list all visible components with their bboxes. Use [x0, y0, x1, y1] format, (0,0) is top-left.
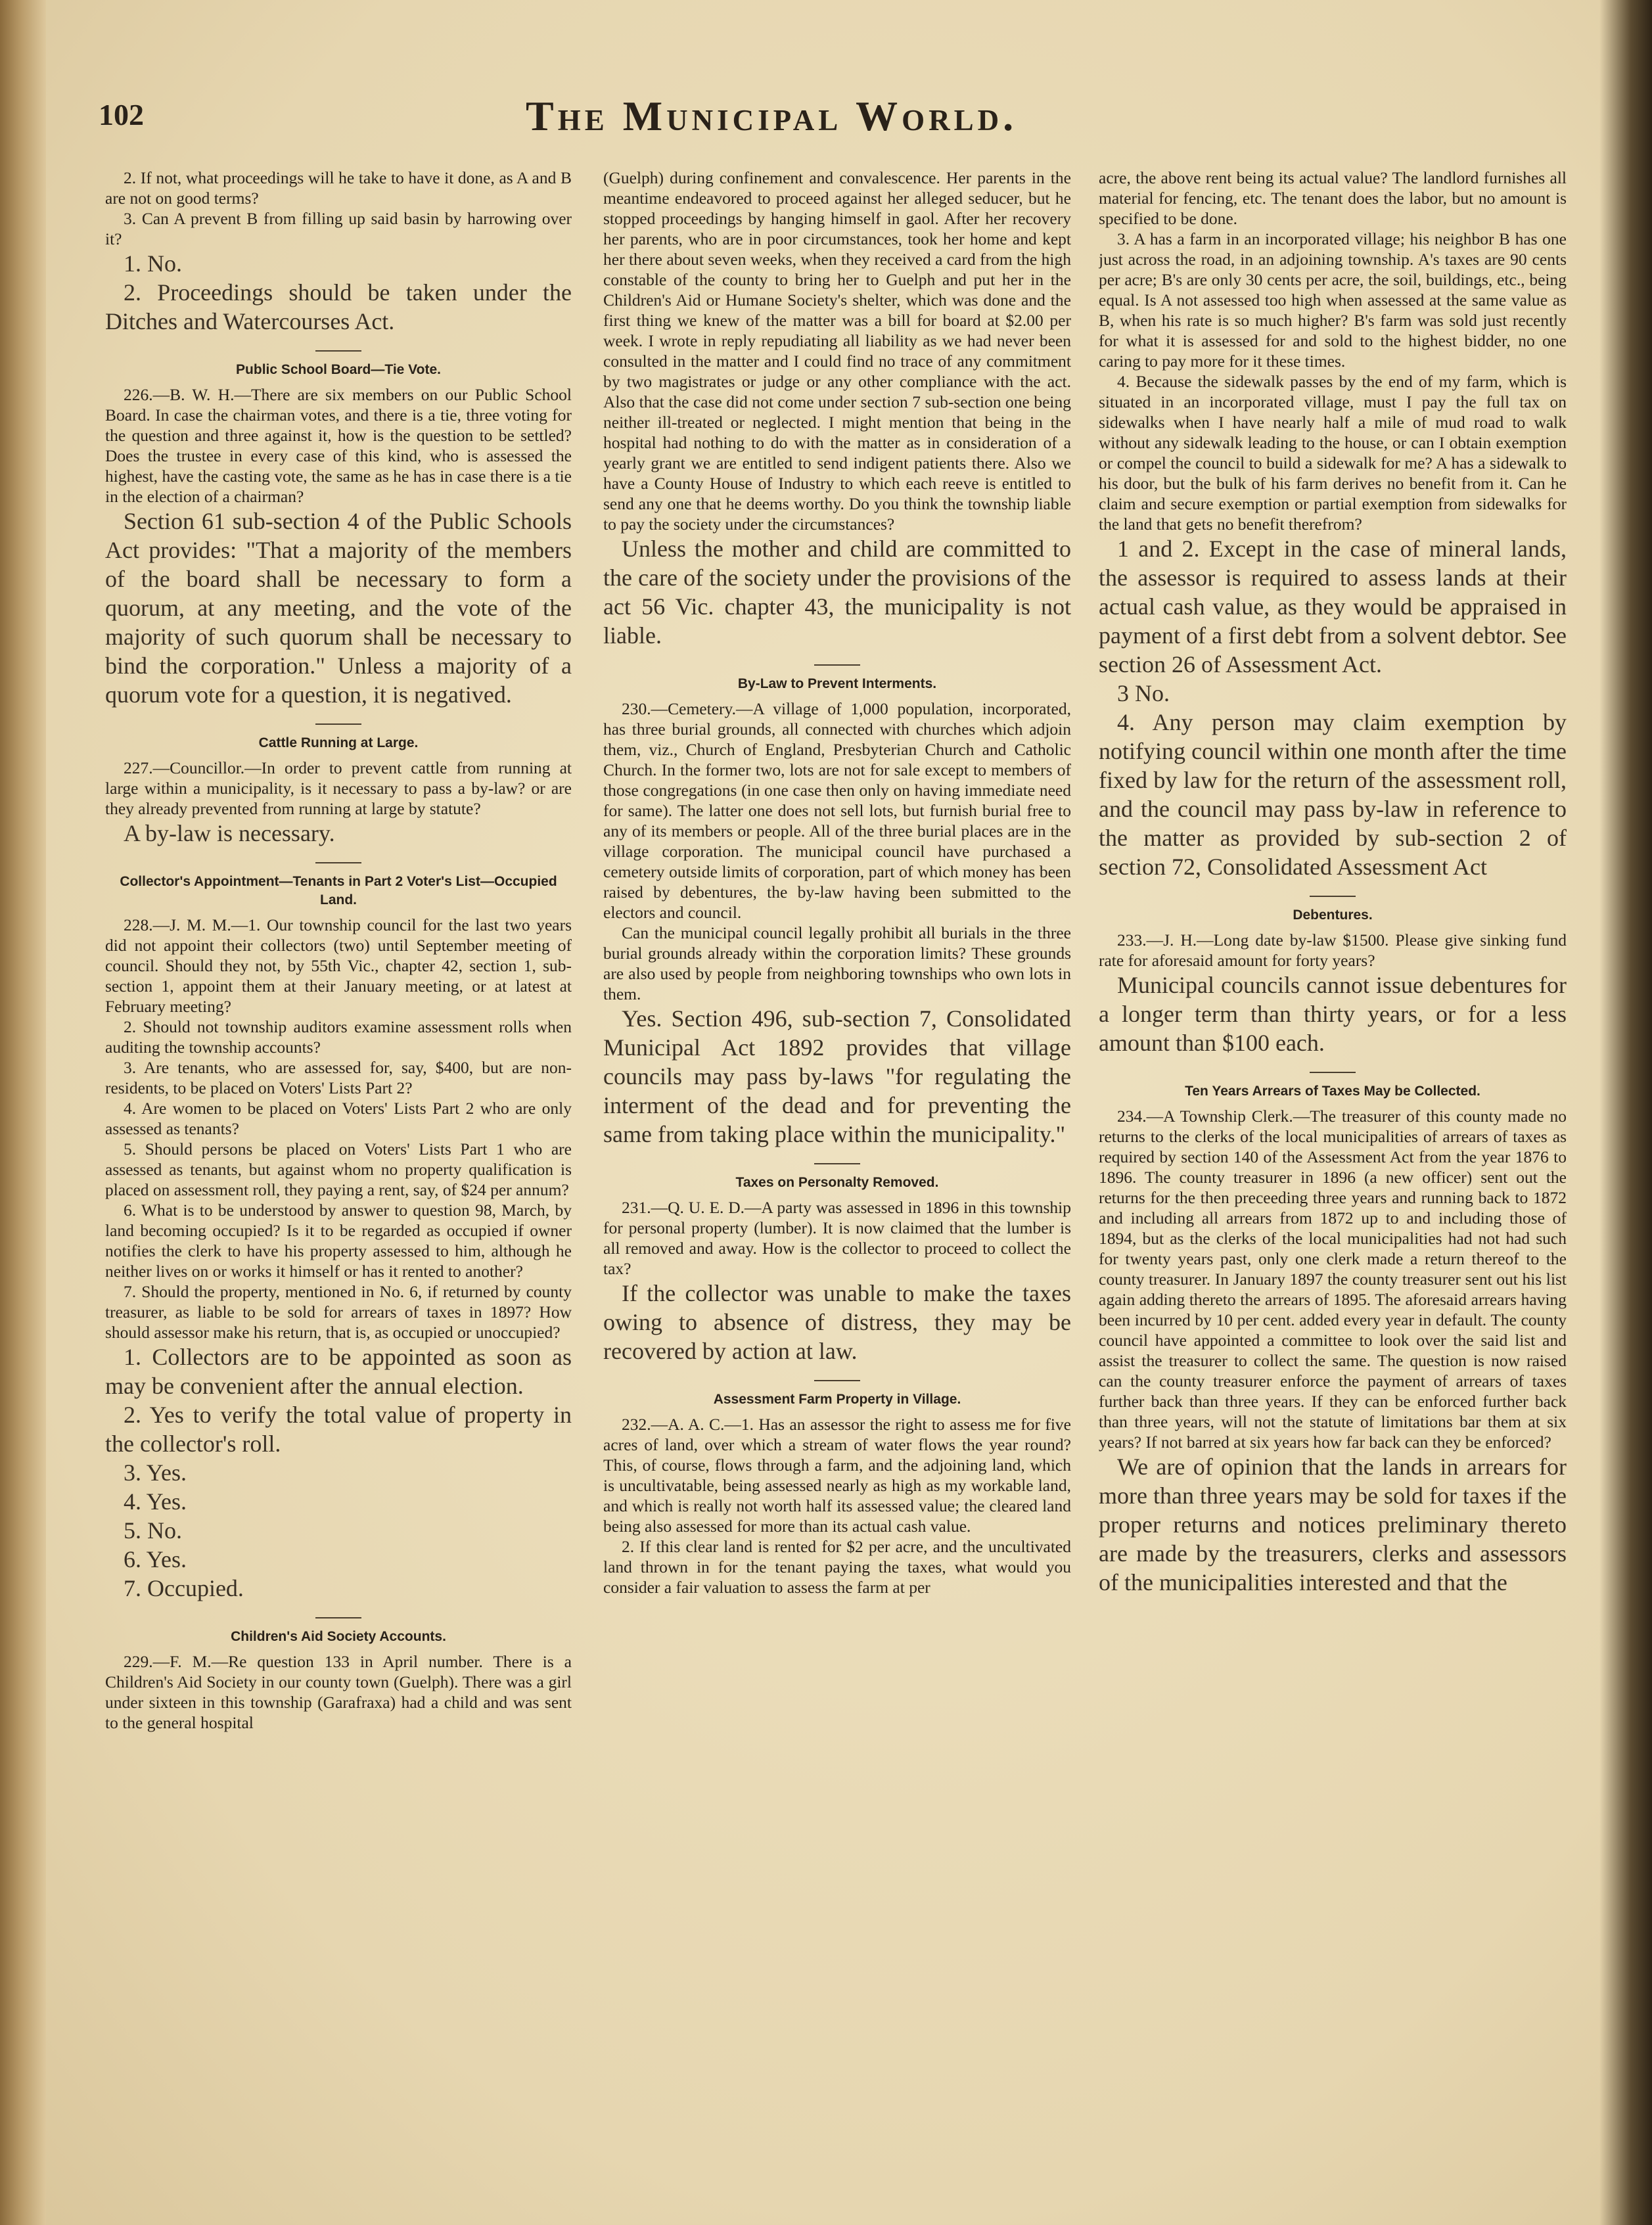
question-paragraph: 228.—J. M. M.—1. Our township council for the last two years did not appoint their collectors (two) until September meeting of council. Should they not, by 55th Vic., chapter 42, section 1, sub-section 1, appoint them at their January meeting, or at latest at February meeting? — [105, 915, 572, 1016]
answer-paragraph: 1 and 2. Except in the case of mineral lands, the assessor is required to assess lands at their actual cash value, as they would be appraised in payment of a first debt from a solvent debtor. See section 26 of Assessment Act. — [1099, 536, 1567, 677]
section-heading: Children's Aid Society Accounts. — [231, 1629, 446, 1644]
section-heading: Cattle Running at Large. — [258, 735, 419, 750]
question-paragraph: 4. Because the sidewalk passes by the end of my farm, which is situated in an incorporated village, must I pay the full tax on sidewalks when I have nearly half a mile of mud road to walk without any sidewalk leading to the house, or can I obtain exemption or compel the council to build a sidewalk for me? A has a sidewalk to his door, but the bulk of his farm derives no benefit from it. Can he claim and secure exemption or partial exemption from sidewalks for the land that gets no benefit therefrom? — [1099, 372, 1567, 534]
answer-paragraph: 1. No. — [124, 250, 182, 277]
section-divider — [315, 723, 361, 725]
question-paragraph: 229.—F. M.—Re question 133 in April number. There is a Children's Aid Society in our county town (Guelph). There was a girl under sixteen in this township (Garafraxa) had a child and was sent to the general hospital — [105, 1652, 572, 1732]
answer-paragraph: Unless the mother and child are committed to the care of the society under the provisions of the act 56 Vic. chapter 43, the municipality is not liable. — [603, 536, 1071, 649]
section-heading: Taxes on Personalty Removed. — [735, 1175, 939, 1190]
section-divider — [814, 1380, 860, 1381]
section-heading: Collector's Appointment—Tenants in Part 2 Voter's List—Occupied Land. — [120, 874, 557, 907]
section-heading: Debentures. — [1293, 907, 1373, 923]
question-paragraph: Can the municipal council legally prohibit all burials in the three burial grounds already within the corporation limits? These grounds are also used by people from neighboring townships who own lots in them. — [603, 923, 1071, 1003]
question-paragraph: 2. If this clear land is rented for $2 per acre, and the uncultivated land thrown in for the tenant paying the taxes, what would you consider a fair valuation to assess the farm at per — [603, 1537, 1071, 1597]
page-header — [99, 92, 1584, 145]
question-paragraph: (Guelph) during confinement and convalescence. Her parents in the meantime endeavored to proceed against her alleged seducer, but he stopped proceedings by hanging himself in gaol. After her recovery her parents, who are in poor circumstances, took her home and kept her there about seven weeks, when they received a card from the high constable of the county to bring her to Guelph and put her in the Children's Aid or Humane Society's shelter, which was done and the first thing we knew of the matter was a bill for board at $2.00 per week. I wrote in reply repudiating all liability as we had never been consulted in the matter and I could find no trace of any commitment by two magistrates or judge or any other compliance with the act. Also that the case did not come under section 7 sub-section one being neither ill-treated or neglected. I might mention that being in the hospital had nothing to do with the matter as in consideration of a yearly grant we are entitled to send indigent patients there. Also we have a County House of Industry to which each reeve is entitled to send any one that he deems worthy. Do you think the township liable to pay the society under the circumstances? — [603, 168, 1071, 534]
answer-paragraph: Section 61 sub-section 4 of the Public Schools Act provides: "That a majority of the members of the board shall be necessary to form a quorum, at any meeting, and the vote of the majority of such quorum shall be necessary to bind the corporation." Unless a majority of a quorum vote for a question, it is negatived. — [105, 508, 572, 708]
question-paragraph: 4. Are women to be placed on Voters' Lists Part 2 who are only assessed as tenants? — [105, 1099, 572, 1138]
question-paragraph: 233.—J. H.—Long date by-law $1500. Please give sinking fund rate for aforesaid amount for forty years? — [1099, 930, 1567, 970]
answer-paragraph: 4. Yes. — [124, 1488, 187, 1515]
question-paragraph: 227.—Councillor.—In order to prevent cattle from running at large within a municipality, is it necessary to pass a by-law? or are they already prevented from running at large by statute? — [105, 758, 572, 818]
question-paragraph: 5. Should persons be placed on Voters' Lists Part 1 who are assessed as tenants, but against whom no property qualification is placed on assessment roll, they paying a rent, say, of $24 per annum? — [105, 1139, 572, 1199]
answer-paragraph: 3. Yes. — [124, 1459, 187, 1486]
answer-paragraph: Municipal councils cannot issue debentures for a longer term than thirty years, or for a less amount than $100 each. — [1099, 972, 1567, 1056]
answer-paragraph: 6. Yes. — [124, 1546, 187, 1572]
masthead-title: The Municipal World. — [526, 93, 1018, 139]
column-2 — [603, 168, 1071, 2198]
answer-paragraph: Yes. Section 496, sub-section 7, Consolidated Municipal Act 1892 provides that village councils may pass by-laws "for regulating the interment of the dead and for preventing the same from taking place within the municipality." — [603, 1005, 1071, 1147]
section-divider — [814, 1163, 860, 1164]
question-paragraph: 231.—Q. U. E. D.—A party was assessed in 1896 in this township for personal property (lumber). It is now claimed that the lumber is all removed and away. How is the collector to proceed to collect the tax? — [603, 1198, 1071, 1278]
answer-paragraph: We are of opinion that the lands in arrears for more than three years may be sold for taxes if the proper returns and notices preliminary thereto are made by the treasurers, clerks and assessors of the municipalities interested and that the — [1099, 1454, 1567, 1595]
question-paragraph: 6. What is to be understood by answer to question 98, March, by land becoming occupied? Is it to be regarded as occupied if owner notifies the clerk to have his property assessed to him, although he neither lives on or works it himself or has it rented to another? — [105, 1201, 572, 1281]
page-edge-shadow — [1599, 0, 1652, 2225]
question-paragraph: 3. A has a farm in an incorporated village; his neighbor B has one just across the road, in an adjoining township. A's taxes are 90 cents per acre; B's are only 30 cents per acre, the soil, buildings, etc., being equal. Is A not assessed too high when assessed at the same value as B, when his rate is so much higher? B's farm was sold just recently for what it is assessed for and sold to the highest bidder, no one caring to pay more for it these times. — [1099, 229, 1567, 371]
column-1 — [105, 168, 572, 2198]
section-divider — [315, 350, 361, 352]
answer-paragraph: 3 No. — [1117, 680, 1170, 706]
page-binding-shadow — [0, 0, 46, 2225]
answer-paragraph: 7. Occupied. — [124, 1575, 244, 1601]
section-divider — [814, 664, 860, 666]
question-paragraph: 232.—A. A. C.—1. Has an assessor the right to assess me for five acres of land, over which a stream of water flows the year round? This, of course, flows through a farm, and the adjoining land, which is uncultivatable, being assessed nearly as high as my workable land, and which is really not worth half its assessed value; the cleared land being also assessed for more than its actual cash value. — [603, 1415, 1071, 1536]
section-heading: Public School Board—Tie Vote. — [236, 362, 441, 377]
answer-paragraph: 1. Collectors are to be appointed as soon as may be convenient after the annual election. — [105, 1344, 572, 1399]
section-divider — [1310, 896, 1356, 897]
answer-paragraph: 2. Proceedings should be taken under the Ditches and Watercourses Act. — [105, 279, 572, 334]
section-heading: Assessment Farm Property in Village. — [713, 1392, 961, 1407]
answer-paragraph: If the collector was unable to make the taxes owing to absence of distress, they may be recovered by action at law. — [603, 1280, 1071, 1364]
question-paragraph: 230.—Cemetery.—A village of 1,000 population, incorporated, has three burial grounds, all connected with churches which adjoin them, viz., Church of England, Presbyterian Church and Catholic Church. In the former two, lots are not for sale except to members of those congregations (in one case then only on having immediate need for same). The latter one does not sell lots, but furnish burial free to any of its members or people. All of the three burial places are in the village corporation. The municipal council have purchased a cemetery outside limits of corporation, part of which money has been raised by debentures, the by-law having been submitted to the electors and council. — [603, 699, 1071, 922]
page-number: 102 — [99, 98, 144, 131]
answer-paragraph: 4. Any person may claim exemption by notifying council within one month after the time fixed by law for the return of the assessment roll, and the council may pass by-law in reference to the matter as provided by sub-section 2 of section 72, Consolidated Assessment Act — [1099, 709, 1567, 880]
answer-paragraph: 5. No. — [124, 1517, 182, 1544]
section-divider — [315, 862, 361, 863]
question-paragraph: 2. If not, what proceedings will he take to have it done, as A and B are not on good terms? — [105, 168, 572, 208]
column-3 — [1099, 168, 1567, 2198]
question-paragraph: 3. Can A prevent B from filling up said basin by harrowing over it? — [105, 209, 572, 248]
answer-paragraph: A by-law is necessary. — [124, 820, 335, 846]
section-divider — [1310, 1072, 1356, 1073]
answer-paragraph: 2. Yes to verify the total value of property in the collector's roll. — [105, 1402, 572, 1457]
section-heading: Ten Years Arrears of Taxes May be Collected. — [1185, 1084, 1480, 1099]
question-paragraph: 234.—A Township Clerk.—The treasurer of this county made no returns to the clerks of the local municipalities of arrears of taxes as required by section 140 of the Assessment Act from the year 1876 to 1896. The county treasurer in 1896 (a new officer) sent out the returns for the then preceeding three years and running back to 1872 and including all arrears from 1872 up to and including those of 1894, but as the clerks of the local municipalities had not had such for twenty years past, only one clerk made a return thereof to the county treasurer. In January 1897 the county treasurer sent out his list again adding thereto the arrears of 1895. The aforesaid arrears having been incurred by 10 per cent. added every year in default. The county council have appointed a committee to look over the said list and assist the treasurer to collect the same. The question is now raised can the county treasurer enforce the payment of arrears of taxes further back than three years. If they can be enforced further back than three years, will not the statute of limitations bar them at six years? If not barred at six years how far back can they be enforced? — [1099, 1107, 1567, 1452]
question-paragraph: 2. Should not township auditors examine assessment rolls when auditing the township accounts? — [105, 1017, 572, 1057]
question-paragraph: acre, the above rent being its actual value? The landlord furnishes all material for fencing, etc. The tenant does the labor, but no amount is specified to be done. — [1099, 168, 1567, 228]
question-paragraph: 226.—B. W. H.—There are six members on our Public School Board. In case the chairman votes, and there is a tie, three voting for the question and three against it, how is the question to be settled? Does the trustee in every case of this kind, who is assessed the highest, have the casting vote, the same as he has in case there is a tie in the election of a chairman? — [105, 385, 572, 506]
section-heading: By-Law to Prevent Interments. — [737, 676, 937, 691]
question-paragraph: 7. Should the property, mentioned in No. 6, if returned by county treasurer, as liable to be sold for arrears of taxes in 1897? How should assessor make his return, that is, as occupied or unoccupied? — [105, 1282, 572, 1342]
question-paragraph: 3. Are tenants, who are assessed for, say, $400, but are non-residents, to be placed on Voters' Lists Part 2? — [105, 1058, 572, 1097]
section-divider — [315, 1617, 361, 1618]
